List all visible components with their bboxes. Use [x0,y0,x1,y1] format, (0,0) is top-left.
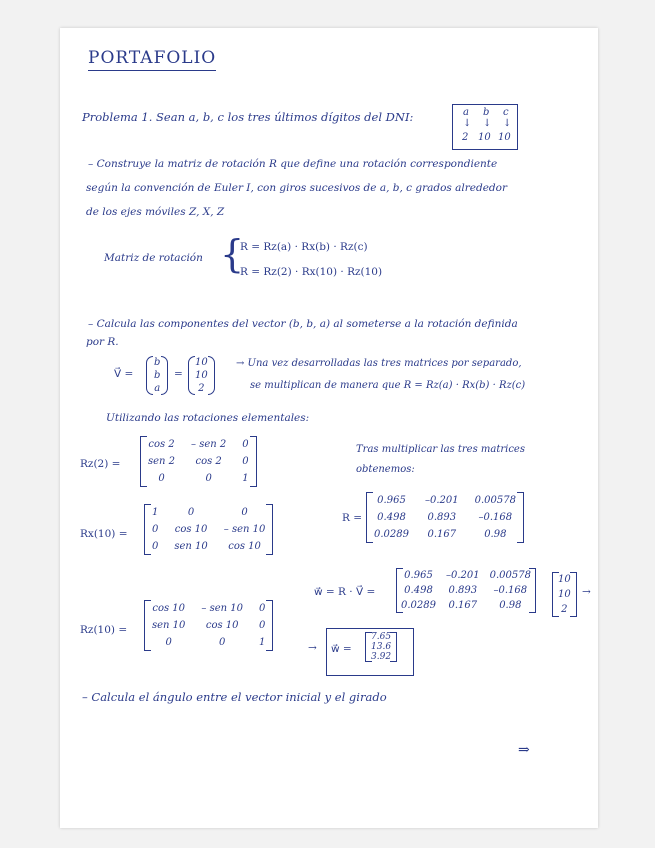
matrix-cell: 0.167 [427,529,457,540]
matrix-cell: 0 [242,456,249,467]
vector-cell: 10 [195,357,208,368]
matrix-cell: 0 [258,620,266,631]
vector-cell: 13.6 [371,642,392,652]
rz10-label: Rz(10) = [80,624,128,636]
r-label: R = [342,512,363,524]
matrix-cell: 0.00578 [474,495,516,506]
vector-numeric [188,356,215,395]
vector-cell: 7.65 [371,632,392,642]
down-arrow-icon: ↓ [483,118,492,129]
dni-letter: c [503,107,509,118]
matrix-cell: 0.893 [448,585,478,596]
rotation-label: Matriz de rotación [104,252,203,264]
dni-digit: 10 [478,132,491,143]
matrix-cell: 0 [258,603,266,614]
result-label: w⃗ = [331,643,352,655]
matrix-cell: 0 [219,637,226,648]
task1-line: – Construye la matriz de rotación R que define una rotación correspondiente [88,158,498,170]
matrix-cell: 1 [258,637,266,648]
matrix-cell: 0 [152,541,159,552]
vector-cell: a [154,383,161,394]
matrix-cell: 0.98 [499,600,522,611]
task1-line: de los ejes móviles Z, X, Z [86,206,225,218]
task3-line: – Calcula el ángulo entre el vector inicial y el girado [82,690,387,704]
matrix-cell: sen 2 [148,456,176,467]
matrix-cell: 0 [241,507,248,518]
matrix-cell: cos 2 [148,439,175,450]
r-matrix [366,492,524,543]
vector-cell: 10 [195,370,208,381]
matrix-cell: – sen 2 [191,439,227,450]
vector-lhs: V⃗ = [114,368,134,380]
down-arrow-icon: ↓ [463,118,472,129]
matrix-cell: 0.498 [377,512,406,523]
rotation-eq: R = Rz(2) · Rx(10) · Rz(10) [240,266,383,278]
matrix-cell: –0.168 [493,585,528,596]
rz2-matrix [140,436,257,487]
vector-note: se multiplican de manera que R = Rz(a) · Rx(b) · Rz(c) [250,380,526,391]
vector-cell: 2 [198,383,205,394]
dni-digit: 10 [498,132,511,143]
matrix-cell: 1 [242,473,249,484]
w-vector [552,572,577,617]
dni-box [452,104,518,150]
notebook-page [60,28,598,828]
matrix-cell: 0 [152,524,159,535]
down-arrow-icon: ↓ [503,118,512,129]
matrix-cell: 0.0289 [401,600,436,611]
dni-letter: b [483,107,490,118]
matrix-cell: – sen 10 [201,603,243,614]
matrix-cell: 0.893 [427,512,457,523]
problem-intro: Problema 1. Sean a, b, c los tres últimos dígitos del DNI: [82,110,414,124]
task2-line: por R. [86,336,119,348]
vector-cell: 10 [558,589,571,600]
matrix-cell: 0.965 [404,570,433,581]
matrix-cell: cos 10 [205,620,239,631]
w-label: w⃗ = R · V⃗ = [314,586,376,598]
vector-cell: 3.92 [371,652,392,662]
w-matrix [396,568,536,613]
vector-symbolic [146,356,168,395]
matrix-cell: 0.498 [404,585,433,596]
matrix-cell: 0.00578 [489,570,531,581]
right-arrow-icon: → [582,586,591,598]
matrix-cell: 0 [187,507,195,518]
dni-digit: 2 [462,132,469,143]
matrix-cell: 0 [205,473,212,484]
after-text: obtenemos: [356,464,415,475]
matrix-cell: cos 10 [228,541,261,552]
dni-letter: a [463,107,469,118]
vector-cell: b [154,357,161,368]
continue-arrow-icon: ⇒ [518,742,530,758]
after-text: Tras multiplicar las tres matrices [356,444,525,455]
result-arrow-icon: → [308,642,317,654]
matrix-cell: 0.0289 [374,529,409,540]
result-vector [365,632,397,662]
vector-cell: b [154,370,161,381]
matrix-cell: 0 [165,637,172,648]
matrix-cell: sen 10 [174,541,208,552]
matrix-cell: –0.201 [446,570,480,581]
rz10-matrix [144,600,273,651]
matrix-cell: 0.98 [484,529,507,540]
matrix-cell: 0 [158,473,165,484]
rx10-label: Rx(10) = [80,528,128,540]
vector-cell: 10 [558,574,571,585]
matrix-cell: cos 10 [174,524,208,535]
matrix-cell: cos 10 [152,603,186,614]
matrix-cell: sen 10 [152,620,186,631]
rx10-matrix [144,504,273,555]
result-box [326,628,414,676]
rotation-eq: R = Rz(a) · Rx(b) · Rz(c) [240,241,368,253]
matrix-cell: 0.167 [448,600,478,611]
matrix-cell: 0 [242,439,249,450]
matrix-cell: cos 2 [195,456,222,467]
matrix-cell: –0.168 [478,512,513,523]
matrix-cell: –0.201 [425,495,459,506]
vector-cell: 2 [561,604,568,615]
brace-icon: { [220,232,245,276]
elemental-label: Utilizando las rotaciones elementales: [106,412,310,424]
page-title: PORTAFOLIO [88,48,216,71]
matrix-cell: 1 [152,507,159,518]
task1-line: según la convención de Euler I, con giros sucesivos de a, b, c grados alrededor [86,182,507,194]
task2-line: – Calcula las componentes del vector (b, b, a) al someterse a la rotación definida [88,318,518,330]
vector-note: → Una vez desarrolladas las tres matrices por separado, [236,358,522,369]
equals-sign: = [174,368,183,380]
rz2-label: Rz(2) = [80,458,121,470]
matrix-cell: 0.965 [377,495,406,506]
matrix-cell: – sen 10 [223,524,266,535]
